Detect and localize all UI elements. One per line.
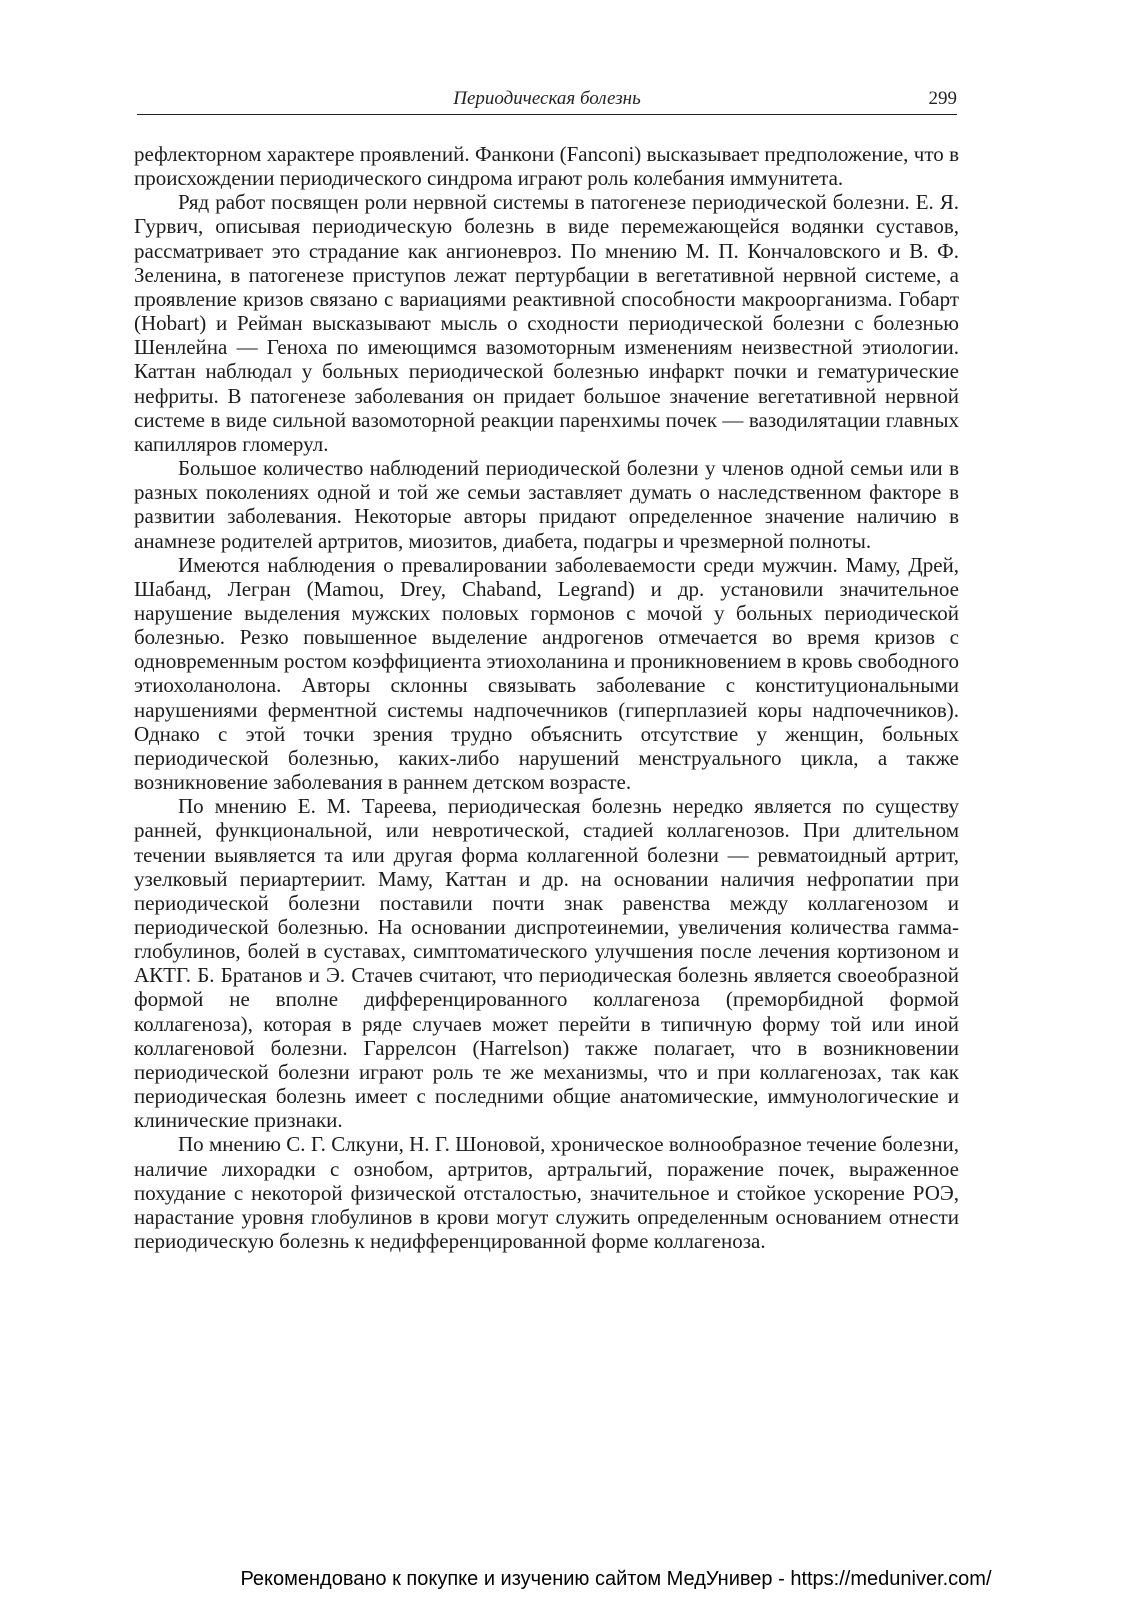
paragraph: Большое количество наблюдений периодической болезни у членов одной семьи или в разных поколениях одной и той же семьи заставляет думать о наследственном факторе в развитии заболевания. Некоторые авторы придают определенное значение наличию в анамнезе родителей артритов, миозитов, диабета, подагры и чрезмерной полноты. [134,456,959,553]
paragraph: рефлекторном характере проявлений. Фанкони (Fanconi) высказывает предположение, что в происхождении периодического синдрома играют роль колебания иммунитета. [134,142,959,191]
footer-watermark-text: Рекомендовано к покупке и изучению сайтом МедУнивер - https://meduniver.com/ [240,1568,992,1590]
body-text [134,142,959,1253]
running-header [137,84,957,115]
paragraph: Имеются наблюдения о превалировании заболеваемости среди мужчин. Маму, Дрей, Шабанд, Легран (Mamou, Drey, Chaband, Legrand) и др. установили значительное нарушение выделения мужских половых гормонов с мочой у больных периодической болезнью. Резко повышенное выделение андрогенов отмечается во время кризов с одновременным ростом коэффициента этиохоланина и проникновением в кровь свободного этиохоланолона. Авторы склонны связывать заболевание с конституциональными нарушениями ферментной системы надпочечников (гиперплазией коры надпочечников). Однако с этой точки зрения трудно объяснить отсутствие у женщин, больных периодической болезнью, каких-либо нарушений менструального цикла, а также возникновение заболевания в раннем детском возрасте. [134,552,959,795]
paragraph: Ряд работ посвящен роли нервной системы в патогенезе периодической болезни. Е. Я. Гурвич, описывая периодическую болезнь в виде перемежающейся водянки суставов, рассматривает это страдание как ангионевроз. По мнению М. П. Кончаловского и В. Ф. Зеленина, в патогенезе приступов лежат пертурбации в вегетативной нервной системе, а проявление кризов связано с вариациями реактивной способности макроорганизма. Гобарт (Hobart) и Рейман высказывают мысль о сходности периодической болезни с болезнью Шенлейна — Геноха по имеющимся вазомоторным изменениям неизвестной этиологии. Каттан наблюдал у больных периодической болезнью инфаркт почки и гематурические нефриты. В патогенезе заболевания он придает большое значение вегетативной нервной системе в виде сильной вазомоторной реакции паренхимы почек — вазодилятации главных капилляров гломерул. [134,190,959,456]
running-title: Периодическая болезнь [453,88,641,109]
paragraph: По мнению С. Г. Слкуни, Н. Г. Шоновой, хроническое волнообразное течение болезни, наличие лихорадки с ознобом, артритов, артральгий, поражение почек, выраженное похудание с некоторой физической отсталостью, значительное и стойкое ускорение РОЭ, нарастание уровня глобулинов в крови могут служить определенным основанием отнести периодическую болезнь к недифференцированной форме коллагеноза. [134,1132,959,1254]
paragraph: По мнению Е. М. Тареева, периодическая болезнь нередко является по существу ранней, функциональной, или невротической, стадией коллагенозов. При длительном течении выявляется та или другая форма коллагенной болезни — ревматоидный артрит, узелковый периартериит. Маму, Каттан и др. на основании наличия нефропатии при периодической болезни поставили почти знак равенства между коллагенозом и периодической болезнью. На основании диспротеинемии, увеличения количества гамма-глобулинов, болей в суставах, симптоматического улучшения после лечения кортизоном и АКТГ. Б. Братанов и Э. Стачев считают, что периодическая болезнь является своеобразной формой не вполне дифференцированного коллагеноза (преморбидной формой коллагеноза), которая в ряде случаев может перейти в типичную форму той или иной коллагеновой болезни. Гаррелсон (Harrelson) также полагает, что в возникновении периодической болезни играют роль те же механизмы, что и при коллагенозах, так как периодическая болезнь имеет с последними общие анатомические, иммунологические и клинические признаки. [134,794,959,1133]
page-number: 299 [928,88,957,109]
